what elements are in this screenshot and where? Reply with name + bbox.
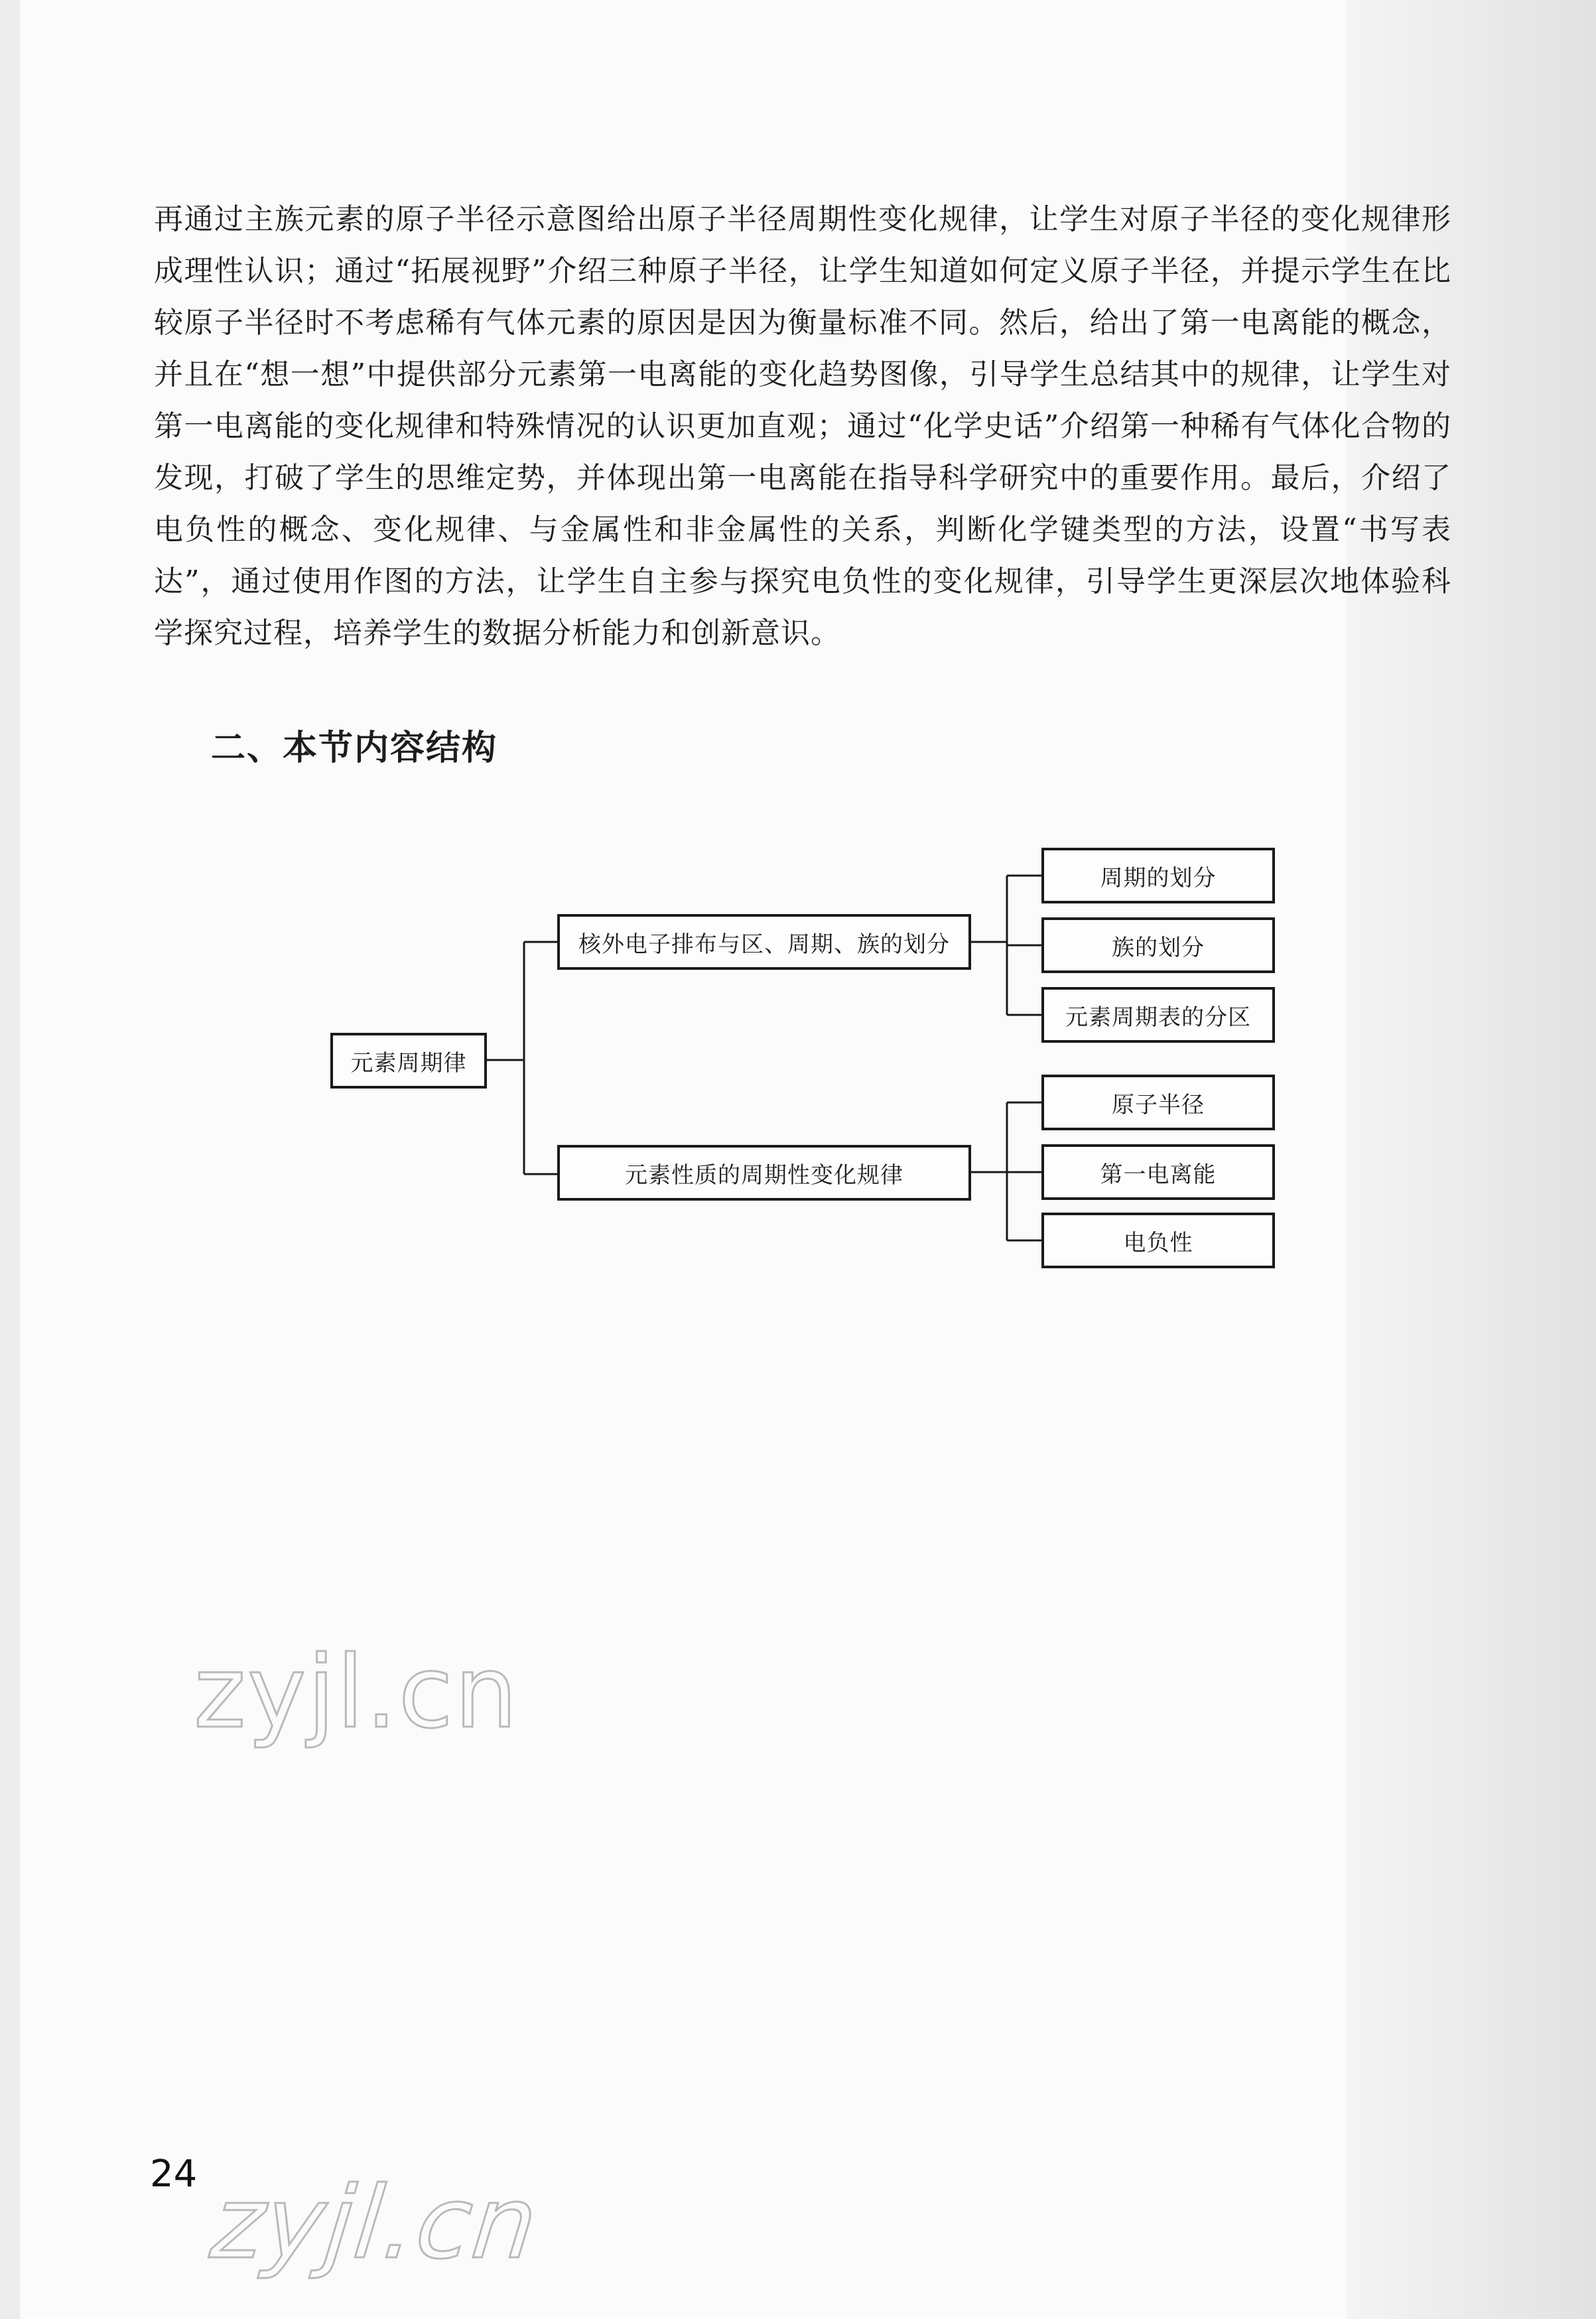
watermark-text: zyjl.cn xyxy=(206,2166,544,2281)
watermark-text: zyjl.cn xyxy=(194,1635,519,1751)
diagram-root-node: 元素周期律 xyxy=(330,1033,487,1089)
diagram-leaf-node: 原子半径 xyxy=(1041,1075,1275,1130)
diagram-leaf-node: 第一电离能 xyxy=(1041,1144,1275,1200)
diagram-branch-node: 元素性质的周期性变化规律 xyxy=(557,1145,971,1201)
diagram-leaf-node: 电负性 xyxy=(1041,1213,1275,1268)
diagram-leaf-node: 周期的划分 xyxy=(1041,848,1275,903)
body-paragraph: 再通过主族元素的原子半径示意图给出原子半径周期性变化规律，让学生对原子半径的变化规律形成理性认识；通过“拓展视野”介绍三种原子半径，让学生知道如何定义原子半径，并提示学生在比较原子半径时不考虑稀有气体元素的原因是因为衡量标准不同。然后，给出了第一电离能的概念，并且在“想一想”中提供部分元素第一电离能的变化趋势图像，引导学生总结其中的规律，让学生对第一电离能的变化规律和特殊情况的认识更加直观；通过“化学史话”介绍第一种稀有气体化合物的发现，打破了学生的思维定势，并体现出第一电离能在指导科学研究中的重要作用。最后，介绍了电负性的概念、变化规律、与金属性和非金属性的关系，判断化学键类型的方法，设置“书写表达”，通过使用作图的方法，让学生自主参与探究电负性的变化规律，引导学生更深层次地体验科学探究过程，培养学生的数据分析能力和创新意识。 xyxy=(154,202,1452,650)
diagram-leaf-node: 族的划分 xyxy=(1041,917,1275,973)
diagram-branch-node: 核外电子排布与区、周期、族的划分 xyxy=(557,914,971,970)
diagram-leaf-node: 元素周期表的分区 xyxy=(1041,987,1275,1043)
page-number: 24 xyxy=(150,2153,198,2196)
section-heading: 二、本节内容结构 xyxy=(211,728,498,768)
